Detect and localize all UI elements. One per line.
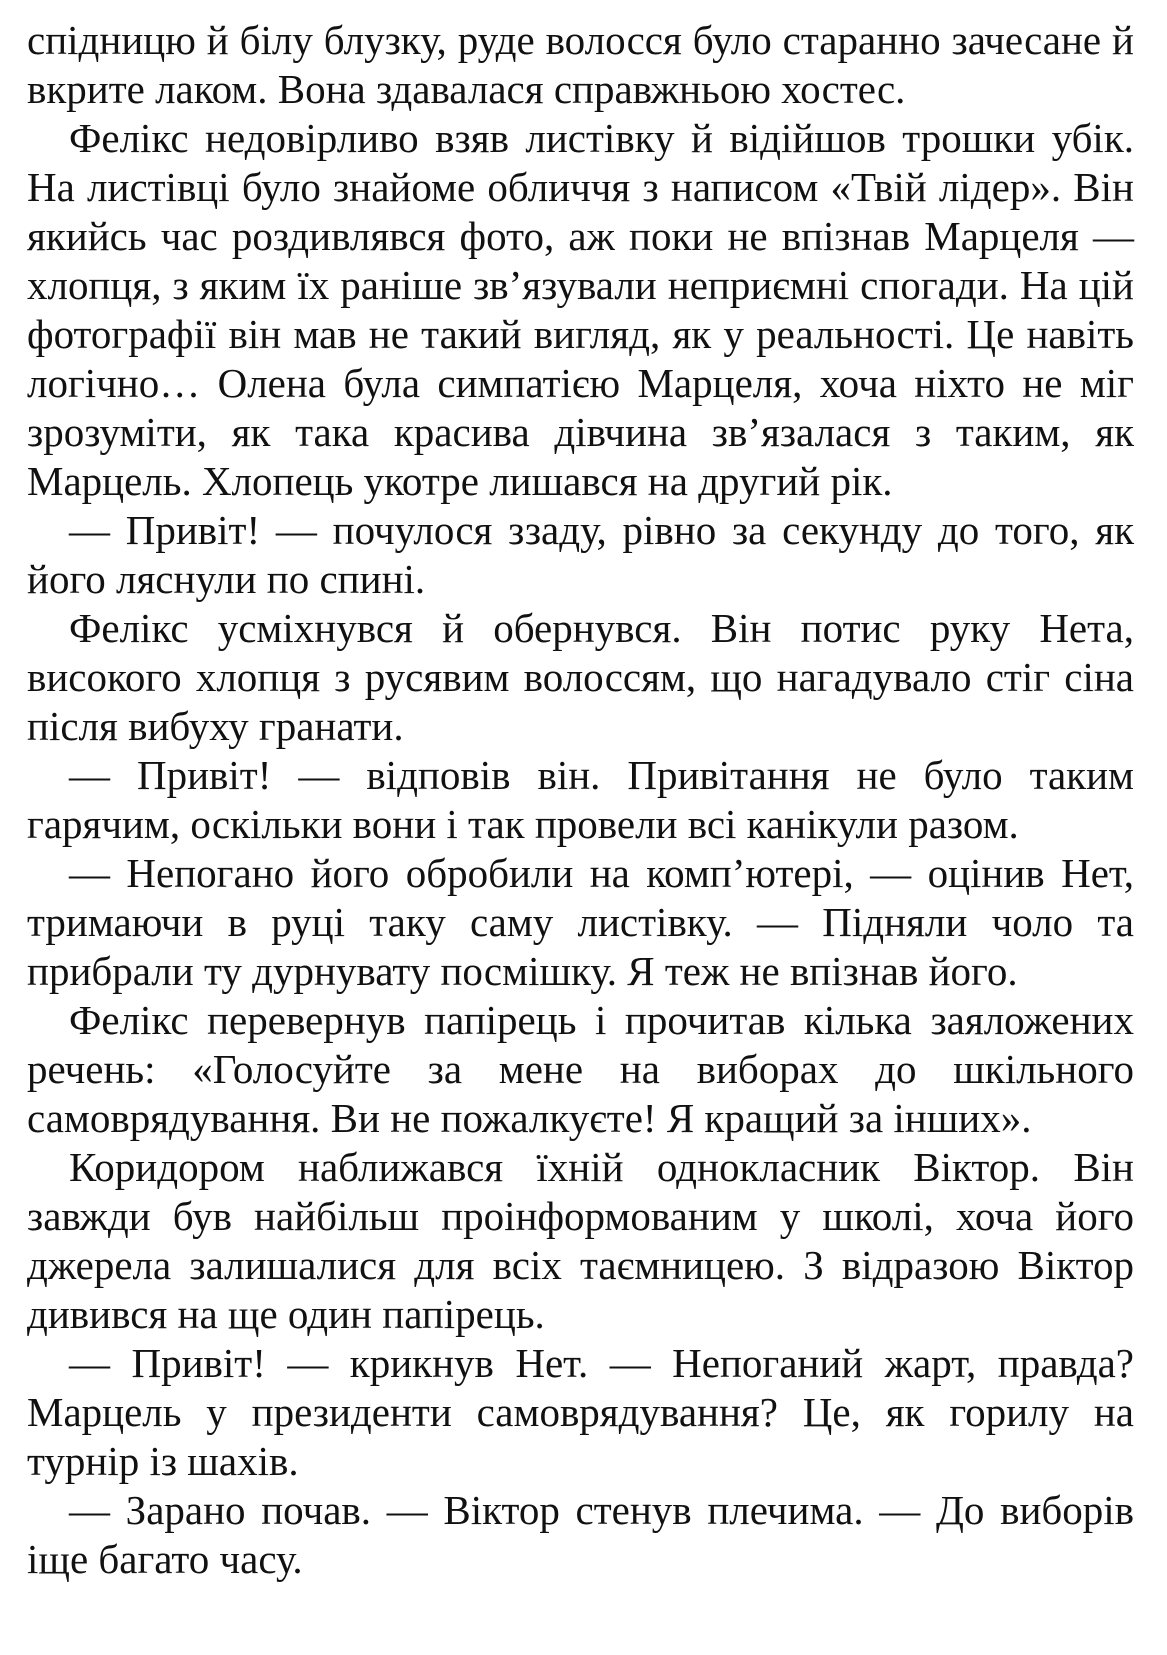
paragraph-8: Коридором наближався їхній однокласник Віктор. Він завжди був найбільш проінформованим у школі, хоча його джерела залишалися для всіх таємницею. З відразою Віктор дивився на ще один папірець. xyxy=(27,1144,1134,1337)
paragraph-4: Фелікс усміхнувся й обернувся. Він потис руку Нета, високого хлопця з русявим волоссям, що нагадувало стіг сіна після вибуху гранати. xyxy=(27,605,1134,749)
paragraph-6: — Непогано його обробили на комп’ютері, — оцінив Нет, тримаючи в руці таку саму листівку. — Підняли чоло та прибрали ту дурнувату посмішку. Я теж не впізнав його. xyxy=(27,850,1134,994)
paragraph-2: Фелікс недовірливо взяв листівку й відійшов трошки убік. На листівці було знайоме обличчя з написом «Твій лідер». Він якийсь час роздивлявся фото, аж поки не впізнав Марцеля — хлопця, з яким їх раніше зв’язували неприємні спогади. На цій фотографії він мав не такий вигляд, як у реальності. Це навіть логічно… Олена була симпатією Марцеля, хоча ніхто не міг зрозуміти, як така красива дівчина зв’язалася з таким, як Марцель. Хлопець укотре лишався на другий рік. xyxy=(27,115,1134,504)
paragraph-10: — Зарано почав. — Віктор стенув плечима. — До виборів іще багато часу. xyxy=(27,1487,1134,1582)
paragraph-5: — Привіт! — відповів він. Привітання не було таким гарячим, оскільки вони і так провели всі канікули разом. xyxy=(27,752,1134,847)
paragraph-3: — Привіт! — почулося ззаду, рівно за секунду до того, як його ляснули по спині. xyxy=(27,507,1134,602)
paragraph-7: Фелікс перевернув папірець і прочитав кілька заяложених речень: «Голосуйте за мене на виборах до шкільного самоврядування. Ви не пожалкуєте! Я кращий за інших». xyxy=(27,997,1134,1141)
paragraph-9: — Привіт! — крикнув Нет. — Непоганий жарт, правда? Марцель у президенти самоврядування? Це, як горилу на турнір із шахів. xyxy=(27,1340,1134,1484)
paragraph-1: спідницю й білу блузку, руде волосся було старанно зачесане й вкрите лаком. Вона здавалася справжньою хостес. xyxy=(27,17,1134,112)
